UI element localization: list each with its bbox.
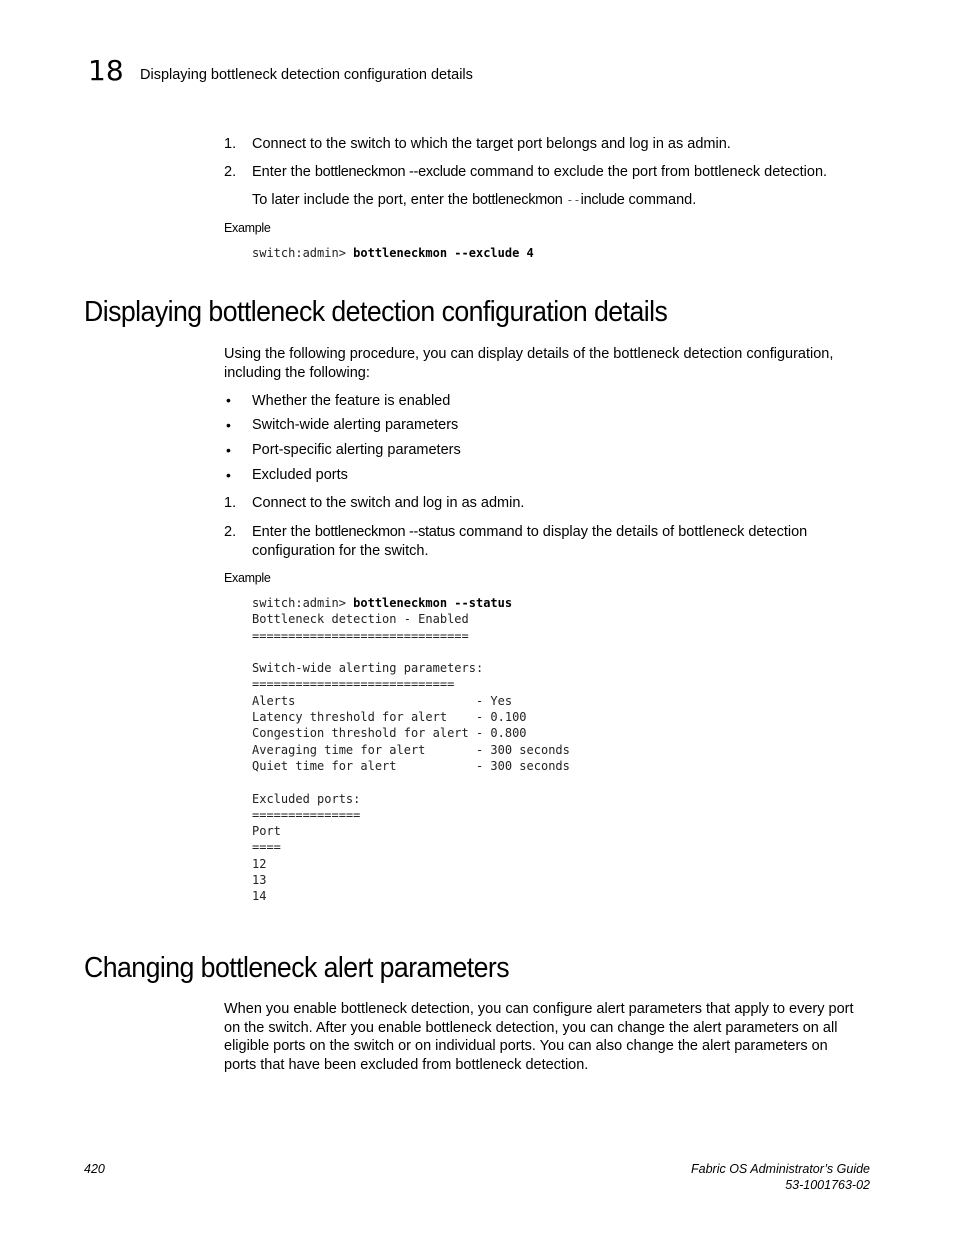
step-text-post: command to exclude the port from bottleneck detection. (465, 164, 828, 180)
command-dashes: -- (566, 193, 581, 207)
code-output-line: ==== (252, 840, 281, 855)
note-text-post: command. (624, 192, 697, 208)
step-text-pre: Enter the (252, 164, 315, 180)
step-text (252, 523, 807, 560)
bullet-marker: • (226, 417, 231, 433)
code-prompt: switch:admin> (252, 246, 354, 260)
step-text-line: configuration for the switch. (252, 542, 429, 559)
bullet-marker: • (226, 467, 231, 483)
step-text (252, 163, 827, 182)
code-command: bottleneckmon --status (353, 596, 513, 610)
note-text-pre: To later include the port, enter the (252, 192, 473, 208)
code-output-line: Alerts - Yes (252, 693, 513, 708)
intro-paragraph (224, 345, 833, 382)
step-number: 2. (224, 164, 237, 180)
code-output-line: ============================== (252, 628, 469, 643)
command-name: bottleneckmon --status (314, 524, 455, 540)
paragraph-line: on the switch. After you enable bottleneck detection, you can change the alert parameters on all (224, 1019, 838, 1036)
footer-doc-info (691, 1161, 870, 1193)
code-output-line: 13 (252, 873, 267, 888)
chapter-number: 18 (88, 54, 124, 87)
paragraph-line: eligible ports on the switch or on individual ports. You can also change the alert parameters on (224, 1038, 828, 1054)
code-output-line: =============== (252, 807, 361, 822)
code-output-line: Excluded ports: (252, 791, 361, 806)
body-paragraph (224, 1000, 854, 1074)
code-output-line (252, 774, 570, 790)
bullet-marker: • (226, 392, 231, 408)
step-text: Connect to the switch to which the target port belongs and log in as admin. (252, 136, 731, 152)
paragraph-line: When you enable bottleneck detection, you can configure alert parameters that apply to every port (224, 1001, 854, 1017)
code-output-line (252, 644, 570, 660)
bullet-item: Port-specific alerting parameters (252, 442, 461, 458)
paragraph-line: ports that have been excluded from bottleneck detection. (224, 1056, 589, 1073)
code-output-line: Bottleneck detection - Enabled (252, 612, 469, 627)
bullet-marker: • (226, 442, 231, 458)
command-option: include (580, 192, 625, 208)
command-name: bottleneckmon --exclude (314, 164, 466, 180)
paragraph-line: including the following: (224, 364, 370, 381)
code-output (252, 611, 570, 904)
section-heading: Changing bottleneck alert parameters (84, 952, 510, 984)
command-name: bottleneckmon (472, 192, 567, 208)
step-number: 1. (224, 495, 237, 511)
document-number: 53-1001763-02 (785, 1178, 870, 1192)
example-label: Example (224, 221, 271, 235)
bullet-item: Excluded ports (252, 467, 348, 483)
section-heading: Displaying bottleneck detection configuration details (84, 296, 668, 328)
note-text (252, 191, 696, 210)
code-line (252, 595, 570, 611)
code-command: bottleneckmon --exclude 4 (353, 246, 534, 260)
code-output-line: 14 (252, 889, 267, 904)
step-text-line (252, 523, 807, 542)
step-number: 2. (224, 524, 237, 540)
document-title: Fabric OS Administrator’s Guide (691, 1162, 870, 1176)
code-output-line: Switch-wide alerting parameters: (252, 661, 484, 676)
code-prompt: switch:admin> (252, 596, 354, 610)
code-output-line: Quiet time for alert - 300 seconds (252, 758, 570, 773)
code-block (252, 595, 570, 905)
step-text: Connect to the switch and log in as admin. (252, 495, 525, 511)
running-header-title: Displaying bottleneck detection configuration details (140, 67, 473, 83)
paragraph-line: Using the following procedure, you can display details of the bottleneck detection configuration, (224, 346, 834, 362)
code-output-line: Congestion threshold for alert - 0.800 (252, 726, 527, 741)
step-text-post: command to display the details of bottleneck detection (454, 524, 808, 540)
bullet-item: Switch-wide alerting parameters (252, 417, 459, 433)
bullet-item: Whether the feature is enabled (252, 393, 451, 409)
code-output-line: Port (252, 824, 281, 839)
code-output-line: ============================ (252, 677, 455, 692)
page-number: 420 (84, 1162, 105, 1176)
code-output-line: Latency threshold for alert - 0.100 (252, 710, 527, 725)
code-output-line: 12 (252, 856, 267, 871)
step-text-pre: Enter the (252, 524, 315, 540)
example-label: Example (224, 571, 271, 585)
step-number: 1. (224, 136, 237, 152)
code-output-line: Averaging time for alert - 300 seconds (252, 742, 570, 757)
code-block (252, 245, 534, 261)
